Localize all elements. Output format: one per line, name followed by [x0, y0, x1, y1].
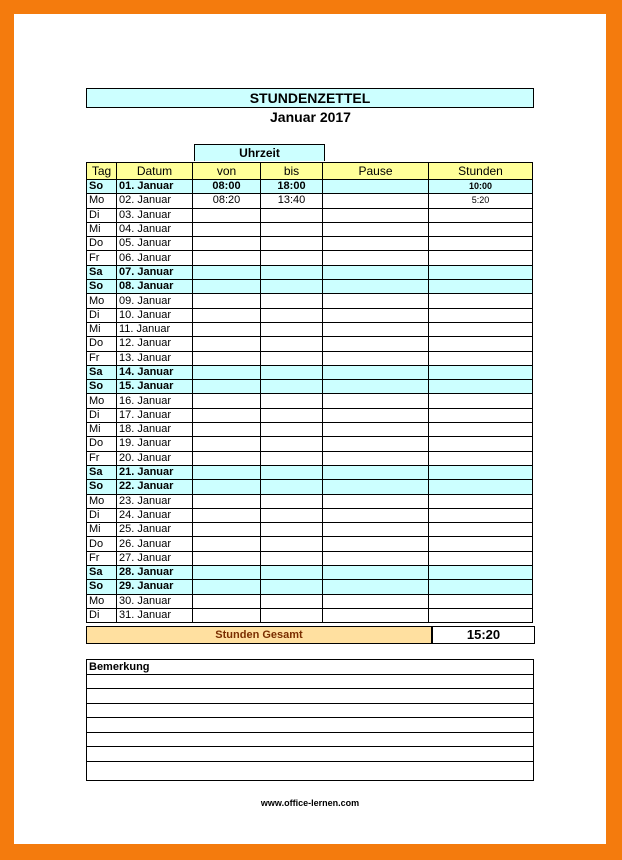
cell-tag: Sa [87, 566, 117, 580]
cell-stunden[interactable] [429, 566, 533, 580]
remarks-line [87, 674, 533, 675]
table-row [87, 508, 533, 522]
cell-tag: Fr [87, 351, 117, 365]
cell-tag: Mo [87, 294, 117, 308]
cell-pause[interactable] [323, 280, 429, 294]
table-row [87, 437, 533, 451]
cell-datum: 10. Januar [117, 308, 193, 322]
cell-stunden[interactable] [429, 437, 533, 451]
cell-datum: 07. Januar [117, 265, 193, 279]
total-row [86, 626, 535, 642]
table-row [87, 280, 533, 294]
cell-tag: Do [87, 337, 117, 351]
cell-stunden[interactable] [429, 380, 533, 394]
cell-von[interactable] [193, 322, 261, 336]
remarks-line [87, 732, 533, 733]
cell-pause[interactable] [323, 594, 429, 608]
cell-pause[interactable] [323, 222, 429, 236]
remarks-box[interactable] [86, 659, 534, 781]
cell-datum: 15. Januar [117, 380, 193, 394]
cell-bis[interactable] [261, 265, 323, 279]
cell-datum: 02. Januar [117, 194, 193, 208]
cell-tag: So [87, 180, 117, 194]
cell-stunden[interactable] [429, 265, 533, 279]
remarks-line [87, 688, 533, 689]
cell-datum: 16. Januar [117, 394, 193, 408]
cell-stunden[interactable] [429, 351, 533, 365]
table-row [87, 608, 533, 622]
table-row [87, 523, 533, 537]
cell-von[interactable]: 08:00 [193, 180, 261, 194]
cell-stunden[interactable] [429, 508, 533, 522]
column-header-tag: Tag [87, 163, 117, 180]
cell-tag: Di [87, 508, 117, 522]
cell-von[interactable] [193, 408, 261, 422]
cell-von[interactable] [193, 251, 261, 265]
cell-stunden[interactable] [429, 280, 533, 294]
table-row [87, 423, 533, 437]
cell-pause[interactable] [323, 194, 429, 208]
remarks-line [87, 746, 533, 747]
cell-von[interactable] [193, 294, 261, 308]
time-group-header: Uhrzeit [194, 144, 325, 161]
cell-von[interactable] [193, 222, 261, 236]
cell-stunden[interactable] [429, 251, 533, 265]
remarks-line [87, 761, 533, 762]
cell-bis[interactable] [261, 523, 323, 537]
cell-von[interactable] [193, 308, 261, 322]
cell-bis[interactable] [261, 537, 323, 551]
cell-tag: Mo [87, 394, 117, 408]
cell-bis[interactable] [261, 480, 323, 494]
cell-von[interactable] [193, 608, 261, 622]
cell-datum: 04. Januar [117, 222, 193, 236]
cell-datum: 11. Januar [117, 322, 193, 336]
cell-stunden[interactable] [429, 537, 533, 551]
cell-datum: 05. Januar [117, 237, 193, 251]
cell-tag: Do [87, 437, 117, 451]
total-value[interactable]: 15:20 [432, 626, 535, 644]
table-row [87, 208, 533, 222]
remarks-line [87, 717, 533, 718]
cell-stunden[interactable] [429, 208, 533, 222]
cell-datum: 03. Januar [117, 208, 193, 222]
cell-datum: 19. Januar [117, 437, 193, 451]
cell-tag: So [87, 280, 117, 294]
cell-tag: Do [87, 537, 117, 551]
table-row [87, 180, 533, 194]
cell-von[interactable] [193, 537, 261, 551]
footer-url: www.office-lernen.com [260, 798, 360, 808]
cell-pause[interactable] [323, 551, 429, 565]
cell-von[interactable] [193, 594, 261, 608]
cell-pause[interactable] [323, 180, 429, 194]
table-row [87, 580, 533, 594]
cell-pause[interactable] [323, 465, 429, 479]
cell-von[interactable] [193, 480, 261, 494]
cell-bis[interactable] [261, 566, 323, 580]
cell-bis[interactable]: 18:00 [261, 180, 323, 194]
table-row [87, 465, 533, 479]
cell-von[interactable] [193, 551, 261, 565]
cell-stunden[interactable] [429, 408, 533, 422]
cell-tag: Sa [87, 265, 117, 279]
column-header-bis: bis [261, 163, 323, 180]
cell-von[interactable] [193, 237, 261, 251]
table-row [87, 380, 533, 394]
cell-von[interactable] [193, 437, 261, 451]
cell-pause[interactable] [323, 322, 429, 336]
cell-bis[interactable] [261, 222, 323, 236]
cell-datum: 18. Januar [117, 423, 193, 437]
cell-stunden[interactable] [429, 308, 533, 322]
cell-bis[interactable] [261, 308, 323, 322]
cell-tag: Mi [87, 222, 117, 236]
cell-datum: 21. Januar [117, 465, 193, 479]
cell-bis[interactable] [261, 451, 323, 465]
cell-datum: 13. Januar [117, 351, 193, 365]
cell-von[interactable] [193, 208, 261, 222]
cell-bis[interactable] [261, 394, 323, 408]
cell-datum: 24. Januar [117, 508, 193, 522]
cell-stunden[interactable] [429, 322, 533, 336]
table-row [87, 322, 533, 336]
cell-pause[interactable] [323, 265, 429, 279]
cell-pause[interactable] [323, 351, 429, 365]
cell-tag: Mi [87, 423, 117, 437]
table-row [87, 480, 533, 494]
cell-stunden[interactable] [429, 451, 533, 465]
table-row [87, 451, 533, 465]
cell-stunden[interactable] [429, 594, 533, 608]
cell-von[interactable] [193, 465, 261, 479]
cell-stunden[interactable] [429, 480, 533, 494]
cell-datum: 12. Januar [117, 337, 193, 351]
cell-stunden[interactable] [429, 394, 533, 408]
table-header-row [87, 163, 533, 180]
cell-von[interactable] [193, 508, 261, 522]
cell-stunden[interactable] [429, 608, 533, 622]
table-row [87, 265, 533, 279]
table-row [87, 308, 533, 322]
cell-datum: 06. Januar [117, 251, 193, 265]
cell-pause[interactable] [323, 308, 429, 322]
cell-pause[interactable] [323, 451, 429, 465]
cell-datum: 29. Januar [117, 580, 193, 594]
remarks-line [87, 703, 533, 704]
cell-von[interactable] [193, 423, 261, 437]
cell-bis[interactable] [261, 380, 323, 394]
total-label: Stunden Gesamt [86, 626, 432, 644]
cell-bis[interactable] [261, 423, 323, 437]
table-row [87, 394, 533, 408]
cell-stunden[interactable] [429, 337, 533, 351]
table-row [87, 551, 533, 565]
cell-datum: 25. Januar [117, 523, 193, 537]
cell-pause[interactable] [323, 394, 429, 408]
cell-pause[interactable] [323, 251, 429, 265]
cell-bis[interactable] [261, 494, 323, 508]
cell-von[interactable] [193, 580, 261, 594]
cell-datum: 09. Januar [117, 294, 193, 308]
cell-pause[interactable] [323, 408, 429, 422]
table-row [87, 294, 533, 308]
cell-von[interactable] [193, 566, 261, 580]
cell-datum: 22. Januar [117, 480, 193, 494]
table-row [87, 365, 533, 379]
cell-bis[interactable] [261, 594, 323, 608]
cell-stunden[interactable] [429, 237, 533, 251]
cell-pause[interactable] [323, 508, 429, 522]
cell-stunden[interactable] [429, 580, 533, 594]
cell-stunden[interactable]: 10:00 [429, 180, 533, 194]
table-row [87, 408, 533, 422]
cell-bis[interactable] [261, 208, 323, 222]
cell-datum: 14. Januar [117, 365, 193, 379]
table-row [87, 494, 533, 508]
cell-von[interactable] [193, 265, 261, 279]
cell-datum: 23. Januar [117, 494, 193, 508]
table-row [87, 566, 533, 580]
cell-pause[interactable] [323, 208, 429, 222]
cell-pause[interactable] [323, 608, 429, 622]
cell-stunden[interactable] [429, 465, 533, 479]
sheet-title: STUNDENZETTEL [86, 88, 534, 108]
cell-stunden[interactable] [429, 294, 533, 308]
cell-tag: Di [87, 608, 117, 622]
cell-bis[interactable] [261, 294, 323, 308]
cell-bis[interactable] [261, 237, 323, 251]
cell-von[interactable] [193, 337, 261, 351]
table-row [87, 337, 533, 351]
column-header-pause: Pause [323, 163, 429, 180]
cell-tag: Sa [87, 465, 117, 479]
column-header-stunden: Stunden [429, 163, 533, 180]
cell-tag: Fr [87, 251, 117, 265]
timesheet-table [86, 162, 533, 623]
cell-pause[interactable] [323, 365, 429, 379]
cell-datum: 01. Januar [117, 180, 193, 194]
cell-von[interactable] [193, 351, 261, 365]
table-row [87, 251, 533, 265]
cell-bis[interactable] [261, 251, 323, 265]
cell-tag: Sa [87, 365, 117, 379]
cell-datum: 17. Januar [117, 408, 193, 422]
cell-pause[interactable] [323, 380, 429, 394]
cell-datum: 28. Januar [117, 566, 193, 580]
cell-bis[interactable] [261, 337, 323, 351]
cell-bis[interactable] [261, 465, 323, 479]
table-row [87, 351, 533, 365]
cell-tag: Mo [87, 494, 117, 508]
cell-bis[interactable] [261, 280, 323, 294]
cell-von[interactable]: 08:20 [193, 194, 261, 208]
cell-bis[interactable] [261, 437, 323, 451]
cell-pause[interactable] [323, 480, 429, 494]
cell-datum: 08. Januar [117, 280, 193, 294]
cell-bis[interactable] [261, 351, 323, 365]
cell-von[interactable] [193, 380, 261, 394]
column-header-von: von [193, 163, 261, 180]
cell-stunden[interactable] [429, 523, 533, 537]
cell-pause[interactable] [323, 523, 429, 537]
cell-von[interactable] [193, 523, 261, 537]
cell-datum: 26. Januar [117, 537, 193, 551]
cell-pause[interactable] [323, 337, 429, 351]
cell-pause[interactable] [323, 580, 429, 594]
cell-pause[interactable] [323, 494, 429, 508]
cell-von[interactable] [193, 494, 261, 508]
cell-stunden[interactable] [429, 551, 533, 565]
cell-tag: Di [87, 408, 117, 422]
sheet-subtitle: Januar 2017 [270, 109, 351, 125]
timesheet-page [14, 14, 606, 844]
cell-bis[interactable] [261, 608, 323, 622]
cell-tag: Mo [87, 194, 117, 208]
table-row [87, 537, 533, 551]
cell-bis[interactable] [261, 508, 323, 522]
cell-tag: So [87, 480, 117, 494]
cell-tag: Mi [87, 322, 117, 336]
cell-pause[interactable] [323, 423, 429, 437]
cell-bis[interactable]: 13:40 [261, 194, 323, 208]
cell-stunden[interactable] [429, 423, 533, 437]
cell-tag: Di [87, 308, 117, 322]
cell-tag: Do [87, 237, 117, 251]
cell-bis[interactable] [261, 580, 323, 594]
cell-pause[interactable] [323, 566, 429, 580]
cell-tag: So [87, 380, 117, 394]
table-row [87, 194, 533, 208]
cell-bis[interactable] [261, 365, 323, 379]
cell-von[interactable] [193, 451, 261, 465]
cell-stunden[interactable]: 5:20 [429, 194, 533, 208]
cell-von[interactable] [193, 365, 261, 379]
cell-bis[interactable] [261, 322, 323, 336]
remarks-label: Bemerkung [89, 661, 150, 673]
cell-datum: 27. Januar [117, 551, 193, 565]
cell-datum: 30. Januar [117, 594, 193, 608]
cell-tag: Di [87, 208, 117, 222]
cell-tag: So [87, 580, 117, 594]
cell-tag: Mi [87, 523, 117, 537]
cell-pause[interactable] [323, 294, 429, 308]
cell-datum: 31. Januar [117, 608, 193, 622]
table-row [87, 237, 533, 251]
cell-stunden[interactable] [429, 222, 533, 236]
table-row [87, 594, 533, 608]
column-header-datum: Datum [117, 163, 193, 180]
cell-pause[interactable] [323, 237, 429, 251]
cell-stunden[interactable] [429, 365, 533, 379]
cell-pause[interactable] [323, 437, 429, 451]
cell-bis[interactable] [261, 551, 323, 565]
cell-datum: 20. Januar [117, 451, 193, 465]
cell-stunden[interactable] [429, 494, 533, 508]
cell-tag: Mo [87, 594, 117, 608]
cell-von[interactable] [193, 394, 261, 408]
cell-pause[interactable] [323, 537, 429, 551]
cell-von[interactable] [193, 280, 261, 294]
cell-bis[interactable] [261, 408, 323, 422]
cell-tag: Fr [87, 451, 117, 465]
cell-tag: Fr [87, 551, 117, 565]
table-row [87, 222, 533, 236]
